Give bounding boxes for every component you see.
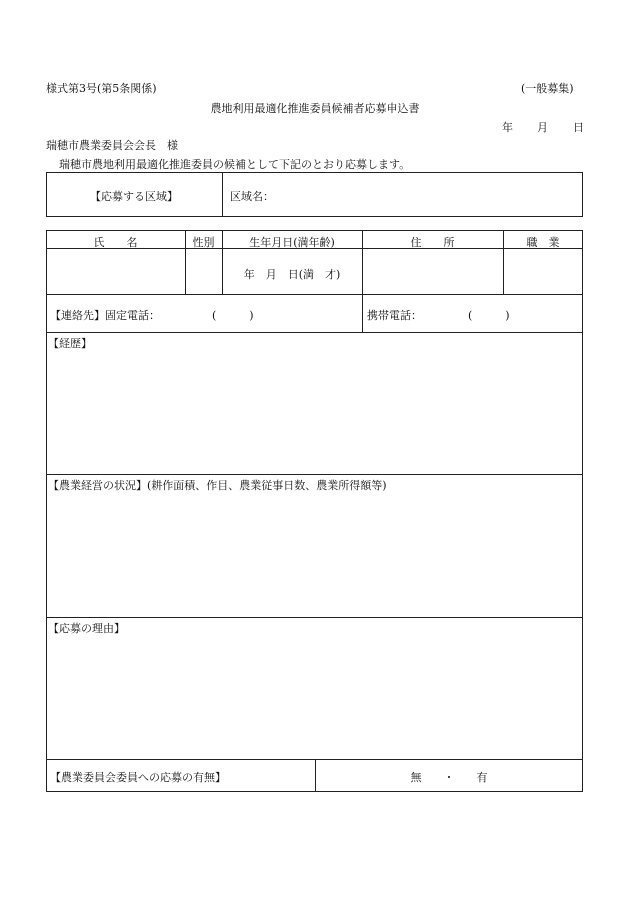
area-name-label: 区域名： <box>230 190 274 203</box>
recruitment-category: (一般募集) <box>521 82 574 95</box>
mobile-field[interactable]: ( ) <box>468 309 510 322</box>
address-field[interactable] <box>364 251 501 292</box>
form-title: 農地利用最適化推進委員候補者応募申込書 <box>210 102 420 115</box>
col-header-name: 氏 名 <box>93 236 138 249</box>
career-label: 【経歴】 <box>48 337 92 350</box>
reason-label: 【応募の理由】 <box>48 622 125 635</box>
birth-date-field[interactable]: 年 月 日(満 才) <box>243 268 341 281</box>
occupation-field[interactable] <box>505 251 581 292</box>
career-row-line <box>46 474 583 475</box>
col-header-job: 職 業 <box>526 236 560 249</box>
area-label: 【応募する区域】 <box>90 190 178 203</box>
contact-row-line <box>46 332 583 333</box>
col-header-gender: 性別 <box>192 236 215 249</box>
committee-label: 【農業委員会委員への応募の有無】 <box>50 771 226 784</box>
landline-field[interactable]: ( ) <box>212 309 254 322</box>
committee-options[interactable]: 無 ・ 有 <box>410 771 488 784</box>
gender-field[interactable] <box>187 251 220 292</box>
farming-status-field[interactable] <box>48 494 581 614</box>
application-statement: 瑞穂市農地利用最適化推進委員の候補として下記のとおり応募します。 <box>59 158 411 171</box>
date-day: 日 <box>573 121 584 134</box>
form-number: 様式第3号(第5条関係) <box>46 82 157 95</box>
name-field[interactable] <box>48 251 183 292</box>
personal-row-line <box>46 294 583 295</box>
addressee: 瑞穂市農業委員会会長 様 <box>46 139 178 152</box>
area-name-field[interactable] <box>280 182 570 206</box>
date-year: 年 <box>502 121 513 134</box>
col-header-address: 住 所 <box>410 236 455 249</box>
reason-field[interactable] <box>48 637 581 757</box>
area-divider <box>222 172 223 217</box>
date-month: 月 <box>537 121 548 134</box>
landline-label: 【連絡先】固定電話： <box>50 309 160 322</box>
career-field[interactable] <box>48 352 581 472</box>
farming-status-label: 【農業経営の状況】(耕作面積、作目、農業従事日数、農業所得額等) <box>48 479 387 492</box>
farming-row-line <box>46 617 583 618</box>
mobile-label: 携帯電話： <box>367 309 422 322</box>
col-header-birth: 生年月日(満年齢) <box>249 236 335 249</box>
